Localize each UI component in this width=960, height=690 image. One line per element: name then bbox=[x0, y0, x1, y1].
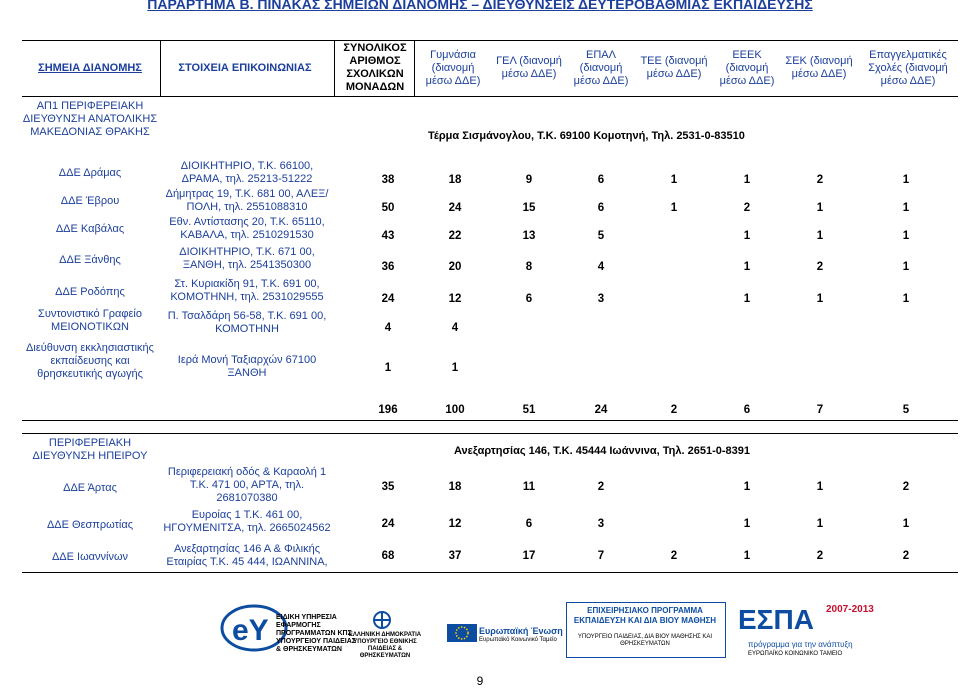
region1-row-value: 2 bbox=[816, 261, 824, 273]
region1-row-contact: Στ. Κυριακίδη 91, Τ.Κ. 691 00, ΚΟΜΟΤΗΝΗ, τηλ. 2531029555 bbox=[170, 278, 324, 303]
region2-name: ΠΕΡΙΦΕΡΕΙΑΚΗ ΔΙΕΥΘΥΝΣΗ ΗΠΕΙΡΟΥ bbox=[32, 437, 148, 462]
totals-bottom-border bbox=[22, 420, 958, 421]
region1-row-value: 24 bbox=[448, 202, 462, 214]
region2-row-value: 2 bbox=[597, 481, 605, 493]
header-sek: ΣΕΚ (διανομή μέσω ΔΔΕ) bbox=[785, 55, 853, 80]
region1-row-value: 20 bbox=[448, 261, 462, 273]
greek-emblem-icon bbox=[372, 610, 392, 630]
region2-row-value: 35 bbox=[381, 481, 395, 493]
region2-row-contact: Ανεξαρτησίας 146 Α & Φιλικής Εταιρίας Τ.Κ. 45 444, ΙΩΑΝΝΙΝΑ, bbox=[166, 543, 328, 568]
region1-total-value: 51 bbox=[522, 404, 536, 416]
region2-row-value: 1 bbox=[902, 518, 910, 530]
region1-row-name: ΔΔΕ Ξάνθης bbox=[59, 254, 121, 266]
region1-row-value: 15 bbox=[522, 202, 536, 214]
header-eeek: ΕΕΕΚ (διανομή μέσω ΔΔΕ) bbox=[719, 48, 775, 87]
header-tee: ΤΕΕ (διανομή μέσω ΔΔΕ) bbox=[640, 55, 708, 80]
region2-row-value: 2 bbox=[902, 481, 910, 493]
region2-row-value: 1 bbox=[743, 481, 751, 493]
espa-sub2: ΕΥΡΩΠΑΪΚΟ ΚΟΙΝΩΝΙΚΟ ΤΑΜΕΙΟ bbox=[748, 651, 843, 657]
page-number: 9 bbox=[476, 674, 484, 688]
region1-row-value: 1 bbox=[743, 293, 751, 305]
espa-sub: πρόγραμμα για την ανάπτυξη bbox=[748, 640, 853, 649]
region2-row-value: 2 bbox=[902, 550, 910, 562]
region1-row-value: 43 bbox=[381, 230, 395, 242]
page-title: ΠΑΡΑΡΤΗΜΑ Β. ΠΙΝΑΚΑΣ ΣΗΜΕΙΩΝ ΔΙΑΝΟΜΗΣ – ΔΙΕΥΘΥΝΣΕΙΣ ΔΕΥΤΕΡΟΒΑΘΜΙΑΣ ΕΚΠΑΙΔΕΥΣΗΣ bbox=[147, 0, 813, 12]
region2-row-value: 1 bbox=[743, 518, 751, 530]
eu-sub: Ευρωπαϊκό Κοινωνικό Ταμείο bbox=[479, 637, 557, 643]
region1-terma: Τέρμα Σισμάνογλου, Τ.Κ. 69100 Κομοτηνή, Τηλ. 2531-0-83510 bbox=[428, 130, 745, 142]
region1-row-value: 1 bbox=[743, 230, 751, 242]
header-gym: Γυμνάσια (διανομή μέσω ΔΔΕ) bbox=[425, 48, 481, 87]
region2-row-value: 1 bbox=[743, 550, 751, 562]
column-divider bbox=[334, 40, 335, 96]
region1-row-value: 6 bbox=[597, 174, 605, 186]
region2-row-contact: Περιφερειακή οδός & Καραολή 1 Τ.Κ. 471 00, ΑΡΤΑ, τηλ. 2681070380 bbox=[167, 466, 327, 504]
region2-row-name: ΔΔΕ Ιωαννίνων bbox=[51, 551, 129, 563]
table-top-border bbox=[22, 40, 958, 41]
region1-row-value: 1 bbox=[670, 202, 678, 214]
table-bottom-border bbox=[22, 572, 958, 573]
eye-logo-text: ΕΙΔΙΚΗ ΥΠΗΡΕΣΙΑ ΕΦΑΡΜΟΓΗΣ ΠΡΟΓΡΑΜΜΑΤΩΝ ΚΠΣ ΥΠΟΥΡΓΕΙΟΥ ΠΑΙΔΕΙΑΣ & ΘΡΗΣΚΕΥΜΑΤΩΝ bbox=[276, 614, 356, 653]
region1-name: ΑΠ1 ΠΕΡΙΦΕΡΕΙΑΚΗ ΔΙΕΥΘΥΝΣΗ ΑΝΑΤΟΛΙΚΗΣ ΜΑΚΕΔΟΝΙΑΣ ΘΡΑΚΗΣ bbox=[22, 100, 158, 138]
region1-total-value: 24 bbox=[594, 404, 608, 416]
eu-flag-icon bbox=[447, 624, 477, 642]
region1-total-value: 100 bbox=[445, 404, 465, 416]
region1-row-value: 38 bbox=[381, 174, 395, 186]
region2-row-value: 3 bbox=[597, 518, 605, 530]
header-epal: ΕΠΑΛ (διανομή μέσω ΔΔΕ) bbox=[573, 48, 629, 87]
region1-row-value: 1 bbox=[816, 230, 824, 242]
header-bottom-border bbox=[22, 96, 958, 97]
header-total-units: ΣΥΝΟΛΙΚΟΣ ΑΡΙΘΜΟΣ ΣΧΟΛΙΚΩΝ ΜΟΝΑΔΩΝ bbox=[343, 42, 407, 93]
region2-row-value: 24 bbox=[381, 518, 395, 530]
region2-row-value: 11 bbox=[522, 481, 536, 493]
column-divider bbox=[414, 40, 415, 96]
epeaek-text: ΕΠΙΧΕΙΡΗΣΙΑΚΟ ΠΡΟΓΡΑΜΜΑ ΕΚΠΑΙΔΕΥΣΗ ΚΑΙ ΔΙΑ ΒΙΟΥ ΜΑΘΗΣΗ bbox=[573, 606, 717, 625]
region1-row-value: 50 bbox=[381, 202, 395, 214]
region1-row-contact: Ιερά Μονή Ταξιαρχών 67100 ΞΑΝΘΗ bbox=[177, 354, 317, 379]
region2-row-value: 1 bbox=[816, 481, 824, 493]
region2-row-value: 2 bbox=[670, 550, 678, 562]
region1-row-value: 1 bbox=[451, 362, 459, 374]
region1-total-value: 6 bbox=[743, 404, 751, 416]
header-epag: Επαγγελματικές Σχολές (διανομή μέσω ΔΔΕ) bbox=[868, 48, 948, 87]
region2-row-value: 68 bbox=[381, 550, 395, 562]
region1-total-value: 2 bbox=[670, 404, 678, 416]
region1-row-value: 18 bbox=[448, 174, 462, 186]
region1-row-contact: Π. Τσαλδάρη 56-58, Τ.Κ. 691 00, ΚΟΜΟΤΗΝΗ bbox=[167, 310, 327, 335]
region1-row-value: 4 bbox=[451, 322, 459, 334]
espa-years: 2007-2013 bbox=[826, 604, 874, 615]
region1-row-contact: Εθν. Αντίστασης 20, Τ.Κ. 65110, ΚΑΒΑΛΑ, τηλ. 2510291530 bbox=[169, 216, 325, 241]
eu-label: Ευρωπαϊκή Ένωση bbox=[479, 626, 563, 636]
region1-row-contact: ΔΙΟΙΚΗΤΗΡΙΟ, Τ.Κ. 671 00, ΞΑΝΘΗ, τηλ. 2541350300 bbox=[179, 246, 315, 271]
region2-row-value: 18 bbox=[448, 481, 462, 493]
region1-row-name: Συντονιστικό Γραφείο ΜΕΙΟΝΟΤΙΚΩΝ bbox=[38, 308, 142, 333]
header-gel: ΓΕΛ (διανομή μέσω ΔΔΕ) bbox=[496, 55, 562, 80]
region1-row-value: 36 bbox=[381, 261, 395, 273]
region2-row-value: 12 bbox=[448, 518, 462, 530]
region1-row-value: 3 bbox=[597, 293, 605, 305]
ministry-text: ΕΛΛΗΝΙΚΗ ΔΗΜΟΚΡΑΤΙΑ ΥΠΟΥΡΓΕΙΟ ΕΘΝΙΚΗΣ ΠΑΙΔΕΙΑΣ & ΘΡΗΣΚΕΥΜΑΤΩΝ bbox=[348, 632, 422, 659]
region1-row-value: 1 bbox=[902, 174, 910, 186]
region1-row-contact: ΔΙΟΙΚΗΤΗΡΙΟ, Τ.Κ. 66100, ΔΡΑΜΑ, τηλ. 25213-51222 bbox=[180, 160, 314, 185]
header-points: ΣΗΜΕΙΑ ΔΙΑΝΟΜΗΣ bbox=[38, 61, 142, 74]
region-separator bbox=[22, 433, 958, 434]
region1-row-name: ΔΔΕ Δράμας bbox=[58, 167, 122, 179]
region1-row-value: 1 bbox=[816, 202, 824, 214]
region1-row-value: 22 bbox=[448, 230, 462, 242]
region1-row-value: 1 bbox=[384, 362, 392, 374]
region2-row-value: 2 bbox=[816, 550, 824, 562]
region1-row-value: 6 bbox=[525, 293, 533, 305]
column-divider bbox=[160, 40, 161, 96]
region2-row-value: 1 bbox=[816, 518, 824, 530]
region1-row-contact: Δήμητρας 19, Τ.Κ. 681 00, ΑΛΕΞ/ΠΟΛΗ, τηλ. 2551088310 bbox=[165, 188, 329, 213]
region1-row-value: 1 bbox=[902, 202, 910, 214]
header-contact: ΣΤΟΙΧΕΙΑ ΕΠΙΚΟΙΝΩΝΙΑΣ bbox=[178, 61, 312, 74]
region2-row-name: ΔΔΕ Άρτας bbox=[63, 482, 117, 494]
region1-row-value: 13 bbox=[522, 230, 536, 242]
region1-row-value: 12 bbox=[448, 293, 462, 305]
region2-terma: Ανεξαρτησίας 146, Τ.Κ. 45444 Ιωάννινα, Τηλ. 2651-0-8391 bbox=[454, 445, 751, 457]
espa-logo: ΕΣΠΑ bbox=[738, 604, 814, 635]
region1-row-name: Διεύθυνση εκκλησιαστικής εκπαίδευσης και θρησκευτικής αγωγής bbox=[26, 342, 154, 380]
region2-row-value: 37 bbox=[448, 550, 462, 562]
region1-row-value: 4 bbox=[384, 322, 392, 334]
region1-row-value: 2 bbox=[743, 202, 751, 214]
region1-row-name: ΔΔΕ Έβρου bbox=[60, 195, 120, 207]
region1-row-value: 1 bbox=[902, 261, 910, 273]
region1-row-value: 24 bbox=[381, 293, 395, 305]
region1-row-value: 1 bbox=[816, 293, 824, 305]
region2-row-value: 6 bbox=[525, 518, 533, 530]
region2-row-contact: Ευρoίας 1 Τ.Κ. 461 00, ΗΓΟΥΜΕΝΙΤΣΑ, τηλ. 2665024562 bbox=[163, 509, 331, 534]
region1-row-name: ΔΔΕ Καβάλας bbox=[55, 223, 125, 235]
region1-row-value: 5 bbox=[597, 230, 605, 242]
region1-row-value: 4 bbox=[597, 261, 605, 273]
region1-row-value: 1 bbox=[902, 230, 910, 242]
region2-row-value: 7 bbox=[597, 550, 605, 562]
region1-row-value: 9 bbox=[525, 174, 533, 186]
region1-row-value: 1 bbox=[670, 174, 678, 186]
region1-total-value: 7 bbox=[816, 404, 824, 416]
epeaek-sub: ΥΠΟΥΡΓΕΙΟ ΠΑΙΔΕΙΑΣ, ΔΙΑ ΒΙΟΥ ΜΑΘΗΣΗΣ ΚΑΙ ΘΡΗΣΚΕΥΜΑΤΩΝ bbox=[577, 634, 713, 647]
region1-total-value: 5 bbox=[902, 404, 910, 416]
region2-row-name: ΔΔΕ Θεσπρωτίας bbox=[46, 519, 134, 531]
region1-row-value: 1 bbox=[743, 261, 751, 273]
region1-total-value: 196 bbox=[378, 404, 398, 416]
region1-row-name: ΔΔΕ Ροδόπης bbox=[55, 286, 125, 298]
region1-row-value: 1 bbox=[743, 174, 751, 186]
region1-row-value: 6 bbox=[597, 202, 605, 214]
region2-row-value: 17 bbox=[522, 550, 536, 562]
region1-row-value: 1 bbox=[902, 293, 910, 305]
eye-logo-letters: eY bbox=[232, 614, 269, 647]
region1-row-value: 8 bbox=[525, 261, 533, 273]
region1-row-value: 2 bbox=[816, 174, 824, 186]
